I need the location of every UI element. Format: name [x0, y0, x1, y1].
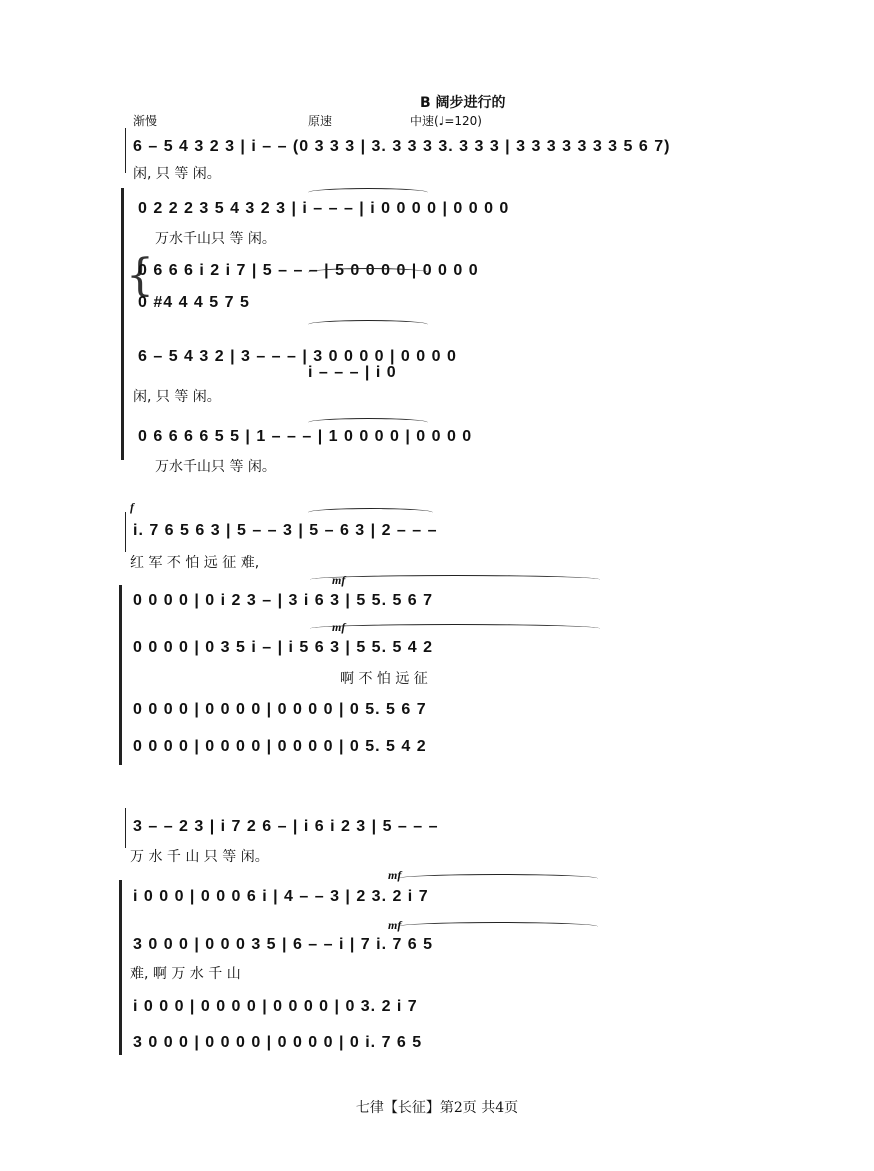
- dyn-f: f: [130, 500, 134, 514]
- s1-brace-1: {: [126, 250, 154, 301]
- s1-row2-lyrics: 万水千山只 等 闲。: [155, 231, 276, 247]
- s3-row3-notes: 3 0 0 0 | 0 0 0 3 5 | 6 – – i | 7 i. 7 6 5: [133, 936, 434, 953]
- s2-row1-notes: i. 7 6 5 6 3 | 5 – – 3 | 5 – 6 3 | 2 – – –: [133, 522, 438, 539]
- system-3-left-bar: [125, 808, 126, 848]
- s2-slur-3: [310, 624, 600, 633]
- s3-row5-notes: 3 0 0 0 | 0 0 0 0 | 0 0 0 0 | 0 i. 7 6 5: [133, 1034, 423, 1051]
- dyn-mf-1: mf: [332, 573, 346, 587]
- page-footer: 七律【长征】第2页 共4页: [355, 1100, 519, 1116]
- tempo-moderate: 中速(♩=120): [410, 114, 482, 128]
- s2-slur-2: [310, 575, 600, 584]
- system-1-left-bar: [125, 128, 126, 173]
- s1-row7-lyrics: 万水千山只 等 闲。: [155, 459, 276, 475]
- s2-slur-1: [308, 508, 433, 517]
- system-2-left-bar: [125, 512, 126, 552]
- s1-row6-notes: i – – – | i 0: [308, 364, 397, 381]
- s1-tie-2: [308, 268, 428, 277]
- s1-row4-notes: 0 #4 4 4 5 7 5: [138, 294, 250, 311]
- tempo-original: 原速: [308, 114, 333, 128]
- s1-row6-lyrics: 闲, 只 等 闲。: [133, 389, 221, 405]
- s3-slur-1: [398, 874, 598, 883]
- s2-row3-lyrics: 啊 不 怕 远 征: [340, 671, 428, 687]
- s2-row1-lyrics: 红 军 不 怕 远 征 难,: [130, 555, 260, 571]
- section-title: B 阔步进行的: [420, 95, 506, 111]
- s2-row3-notes: 0 0 0 0 | 0 3 5 i – | i 5 6 3 | 5 5. 5 4 2: [133, 639, 434, 656]
- s1-tie: [308, 188, 428, 197]
- system-2-bracket: [119, 585, 122, 765]
- tempo-slow: 渐慢: [133, 114, 158, 128]
- dyn-mf-2: mf: [332, 620, 346, 634]
- s1-row5-notes: 6 – 5 4 3 2 | 3 – – – | 3 0 0 0 0 | 0 0 0 0: [138, 348, 457, 365]
- s3-row2-notes: i 0 0 0 | 0 0 0 6 i | 4 – – 3 | 2 3. 2 i 7: [133, 888, 429, 905]
- s1-tie-4: [308, 418, 428, 427]
- s3-row1-notes: 3 – – 2 3 | i 7 2 6 – | i 6 i 2 3 | 5 – – –: [133, 818, 439, 835]
- s1-row7-notes: 0 6 6 6 6 5 5 | 1 – – – | 1 0 0 0 0 | 0 0 0 0: [138, 428, 473, 445]
- s1-row1-notes: 6 – 5 4 3 2 3 | i – – (0 3 3 3 | 3. 3 3 3 3. 3 3 3 | 3 3 3 3 3 3 3 5 6 7): [133, 138, 671, 155]
- s2-row5-notes: 0 0 0 0 | 0 0 0 0 | 0 0 0 0 | 0 5. 5 4 2: [133, 738, 427, 755]
- dyn-mf-3: mf: [388, 868, 402, 882]
- s3-row4-notes: i 0 0 0 | 0 0 0 0 | 0 0 0 0 | 0 3. 2 i 7: [133, 998, 418, 1015]
- s3-row1-lyrics: 万 水 千 山 只 等 闲。: [130, 849, 269, 865]
- s1-tie-3: [308, 320, 428, 329]
- dyn-mf-4: mf: [388, 918, 402, 932]
- s3-slur-2: [398, 922, 598, 931]
- system-1-bracket: [121, 188, 124, 460]
- s1-row3-notes: 0 6 6 6 i 2 i 7 | 5 – – – | 5 0 0 0 0 | 0 0 0 0: [138, 262, 479, 279]
- system-3-bracket: [119, 880, 122, 1055]
- s1-row1-lyrics: 闲, 只 等 闲。: [133, 166, 221, 182]
- s1-row2-notes: 0 2 2 2 3 5 4 3 2 3 | i – – – | i 0 0 0 0 | 0 0 0 0: [138, 200, 510, 217]
- s2-row2-notes: 0 0 0 0 | 0 i 2 3 – | 3 i 6 3 | 5 5. 5 6 7: [133, 592, 434, 609]
- s2-row4-notes: 0 0 0 0 | 0 0 0 0 | 0 0 0 0 | 0 5. 5 6 7: [133, 701, 427, 718]
- s3-row3-lyrics: 难, 啊 万 水 千 山: [130, 966, 241, 982]
